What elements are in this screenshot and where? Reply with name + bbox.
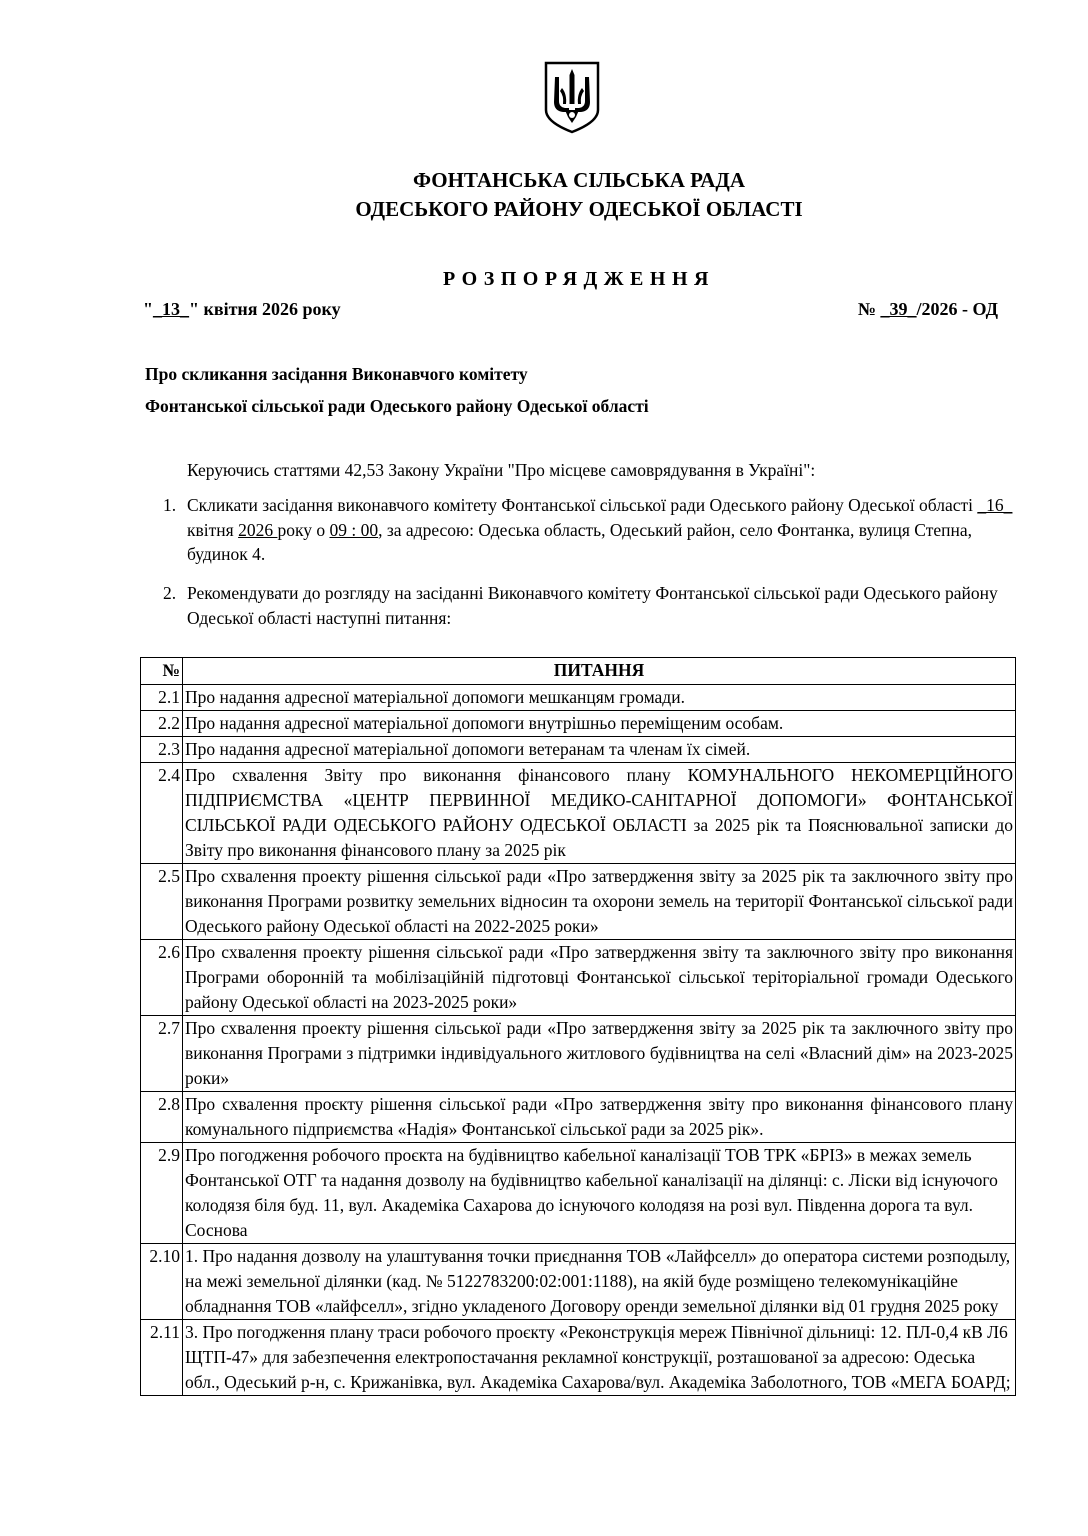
agenda-table (140, 657, 1016, 1396)
row-number: 2.10 (141, 1244, 183, 1320)
row-text: Про надання адресної матеріальної допомоги внутрішньо переміщеним особам. (183, 711, 1016, 737)
row-text: 1. Про надання дозволу на улаштування точки приєднання ТОВ «Лайфселл» до оператора системи розподылу, на межі земельної ділянки (кад. № 5122783200:02:001:1188), на якій буде розміщено телекомунікаційне обладнання ТОВ «лайфселл», згідно укладеного Договору оренди земельної ділянки від 01 грудня 2025 року (183, 1244, 1016, 1320)
header-number: № (141, 658, 183, 685)
row-number: 2.3 (141, 737, 183, 763)
organization-name: ФОНТАНСЬКА СІЛЬСЬКА РАДА (412, 168, 746, 192)
row-number: 2.2 (141, 711, 183, 737)
row-text: 3. Про погодження плану траси робочого проєкту «Реконструкція мереж Північної дільниці: 12. ПЛ-0,4 кВ Л6 ЩТП-47» для забезпечення електропостачання рекламної конструкції, розташованої за адресою: Одеська обл., Одеський р-н, с. Крижанівка, вул. Академіка Сахарова/вул. Академіка Заболотного, ТОВ «МЕГА БОАРД; (183, 1320, 1016, 1396)
date-day: _13_ (153, 299, 189, 319)
list-item-text (187, 493, 1013, 567)
date-prefix: " (143, 299, 153, 319)
document-date (143, 296, 341, 322)
header-question: ПИТАННЯ (183, 658, 1016, 685)
meeting-month: квітня (187, 519, 239, 540)
date-suffix: " квітня 2026 року (189, 299, 341, 319)
meeting-time: 09 : 00 (329, 519, 379, 540)
list-item-number: 1. (163, 495, 177, 515)
organization-region: ОДЕСЬКОГО РАЙОНУ ОДЕСЬКОЇ ОБЛАСТІ (355, 197, 803, 221)
row-text: Про схвалення проєкту рішення сільської ради «Про затвердження звіту про виконання фінансового плану комунального підприємства «Надія» Фонтанської сільської ради за 2025 рік». (183, 1092, 1016, 1143)
table-header-row (141, 658, 1016, 685)
row-text: Про схвалення проекту рішення сільської ради «Про затвердження звіту за 2025 рік та заключного звіту про виконання Програми розвитку земельних відносин та охорони земель на території Фонтанської сільської ради Одеського району Одеської області на 2022-2025 роки» (183, 864, 1016, 940)
row-text: Про схвалення проекту рішення сільської ради «Про затвердження звіту та заключного звіту про виконання Програми оборонній та мобілізаційній підготовці Фонтанської сільської теріторіальної громади Одеського району Одеської області на 2023-2025 роки» (183, 940, 1016, 1016)
table-row (141, 1244, 1016, 1320)
document-number (858, 296, 998, 322)
number-value: _39_ (880, 299, 917, 319)
subject-line-2: Фонтанської сільської ради Одеського району Одеської області (145, 396, 649, 416)
table-row (141, 1092, 1016, 1143)
trident-coat-of-arms-icon (543, 60, 601, 134)
table-row (141, 711, 1016, 737)
item-text-before: Скликати засідання виконавчого комітету Фонтанської сільської ради Одеського району Одеської області (187, 495, 978, 515)
row-text: Про надання адресної матеріальної допомоги мешканцям громади. (183, 685, 1016, 711)
row-number: 2.8 (141, 1092, 183, 1143)
row-number: 2.5 (141, 864, 183, 940)
meeting-day: _16_ (977, 495, 1013, 515)
table-row (141, 1143, 1016, 1244)
row-number: 2.1 (141, 685, 183, 711)
preamble: Керуючись статтями 42,53 Закону України "Про місцеве самоврядування в Україні": (187, 460, 816, 480)
row-number: 2.7 (141, 1016, 183, 1092)
document-type-title: РОЗПОРЯДЖЕННЯ (443, 268, 715, 290)
row-number: 2.4 (141, 763, 183, 864)
number-prefix: № (857, 299, 881, 319)
row-number: 2.9 (141, 1143, 183, 1244)
table-row (141, 763, 1016, 864)
list-item-text: Рекомендувати до розгляду на засіданні Виконавчого комітету Фонтанської сільської ради Одеського району Одеської області наступні питання: (187, 583, 998, 628)
meeting-address: , за адресою: Одеська область, Одеський район, село Фонтанка, вулиця Степна, будинок 4. (187, 519, 973, 564)
row-text: Про схвалення Звіту про виконання фінансового плану КОМУНАЛЬНОГО НЕКОМЕРЦІЙНОГО ПІДПРИЄМСТВА «ЦЕНТР ПЕРВИННОЇ МЕДИКО-САНІТАРНОЇ ДОПОМОГИ» ФОНТАНСЬКОЇ СІЛЬСЬКОЇ РАДИ ОДЕСЬКОГО РАЙОНУ ОДЕСЬКОЇ ОБЛАСТІ за 2025 рік та Пояснювальної записки до Звіту про виконання фінансового плану за 2025 рік (183, 763, 1016, 864)
row-text: Про схвалення проекту рішення сільської ради «Про затвердження звіту за 2025 рік та заключного звіту про виконання Програми з підтримки індивідуального житлового будівництва на селі «Власний дім» на 2023-2025 роки» (183, 1016, 1016, 1092)
table-row (141, 685, 1016, 711)
list-item-2 (163, 581, 1013, 630)
table-row (141, 737, 1016, 763)
table-row (141, 864, 1016, 940)
row-number: 2.11 (141, 1320, 183, 1396)
item-text-mid: року о (277, 519, 330, 540)
list-item-1 (163, 493, 1013, 567)
subject-line-1: Про скликання засідання Виконавчого комітету (145, 364, 528, 384)
row-text: Про погодження робочого проєкта на будівництво кабельної каналізації ТОВ ТРК «БРІЗ» в межах земель Фонтанської ОТГ та надання дозволу на будівництво кабельної каналізації на ділянці: с. Ліски від існуючого колодязя біля буд. 11, вул. Академіка Сахарова до існуючого колодязя на розі вул. Південна дорога та вул. Соснова (183, 1143, 1016, 1244)
row-number: 2.6 (141, 940, 183, 1016)
table-row (141, 940, 1016, 1016)
meeting-year: 2026 (238, 519, 278, 540)
table-row (141, 1016, 1016, 1092)
row-text: Про надання адресної матеріальної допомоги ветеранам та членам їх сімей. (183, 737, 1016, 763)
table-row (141, 1320, 1016, 1396)
list-item-number: 2. (163, 583, 177, 603)
number-suffix: /2026 - ОД (916, 299, 998, 319)
